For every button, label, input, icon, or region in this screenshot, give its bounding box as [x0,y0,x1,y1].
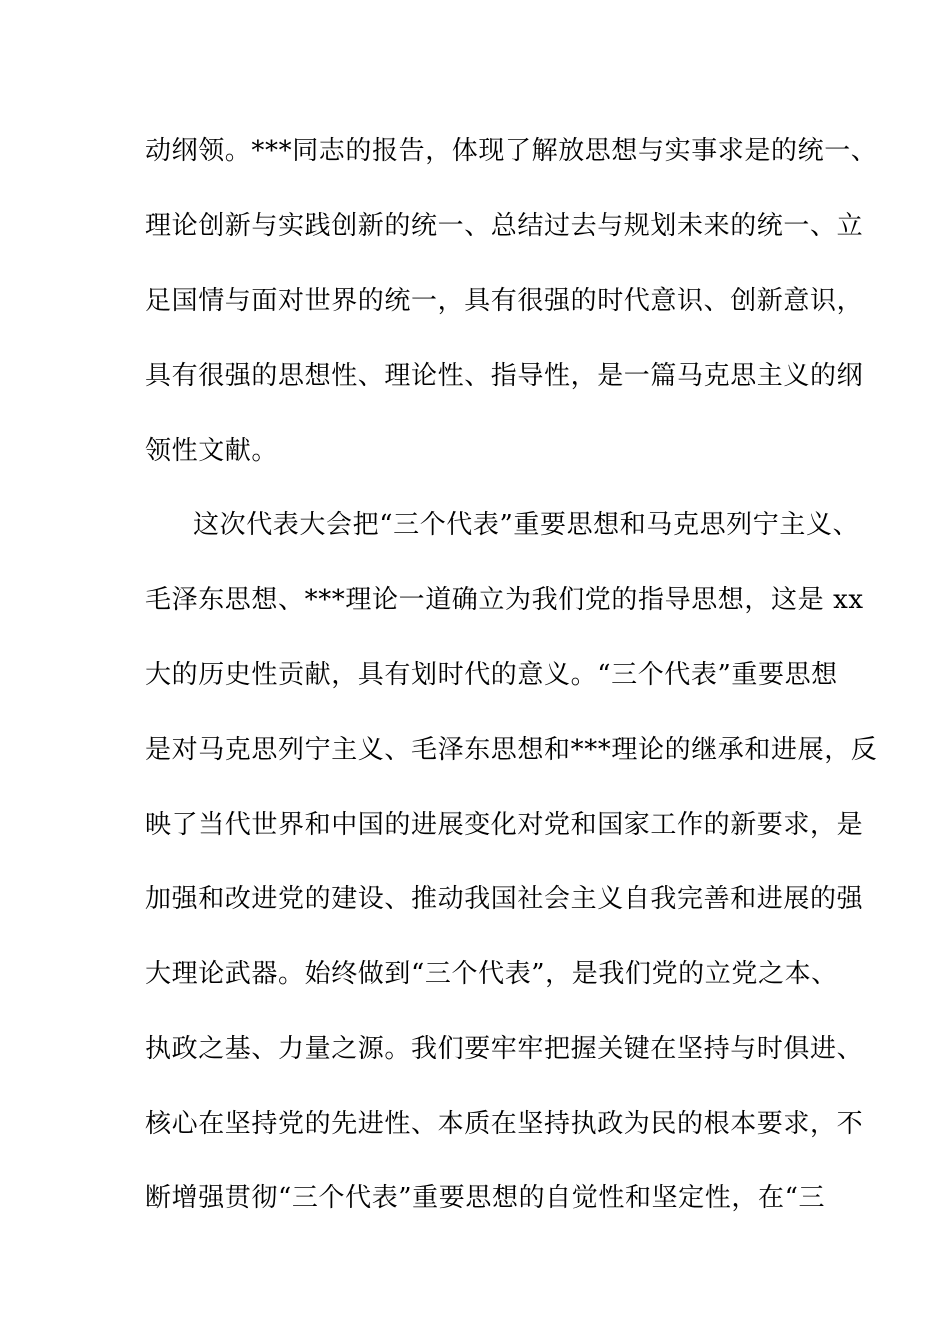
text-line: 这次代表大会把“三个代表”重要思想和马克思列宁主义、 [193,510,860,540]
text-line: 领性文献。 [145,436,279,466]
text-line: 理论创新与实践创新的统一、总结过去与规划未来的统一、立 [145,211,864,241]
text-line: 加强和改进党的建设、推动我国社会主义自我完善和进展的强 [145,884,864,914]
text-line: 具有很强的思想性、理论性、指导性，是一篇马克思主义的纲 [145,361,864,391]
text-line: 是对马克思列宁主义、毛泽东思想和***理论的继承和进展，反 [145,735,878,765]
text-line: 毛泽东思想、***理论一道确立为我们党的指导思想，这是 xx [145,585,864,615]
text-line: 断增强贯彻“三个代表”重要思想的自觉性和坚定性，在“三 [145,1183,826,1213]
text-line: 足国情与面对世界的统一，具有很强的时代意识、创新意识， [145,286,864,316]
text-line: 核心在坚持党的先进性、本质在坚持执政为民的根本要求，不 [145,1109,864,1139]
text-line: 动纲领。***同志的报告，体现了解放思想与实事求是的统一、 [145,136,878,166]
text-line: 映了当代世界和中国的进展变化对党和国家工作的新要求，是 [145,810,864,840]
text-line: 大的历史性贡献，具有划时代的意义。“三个代表”重要思想 [145,660,838,690]
text-line: 执政之基、力量之源。我们要牢牢把握关键在坚持与时俱进、 [145,1034,864,1064]
text-line: 大理论武器。始终做到“三个代表”，是我们党的立党之本、 [145,959,838,989]
